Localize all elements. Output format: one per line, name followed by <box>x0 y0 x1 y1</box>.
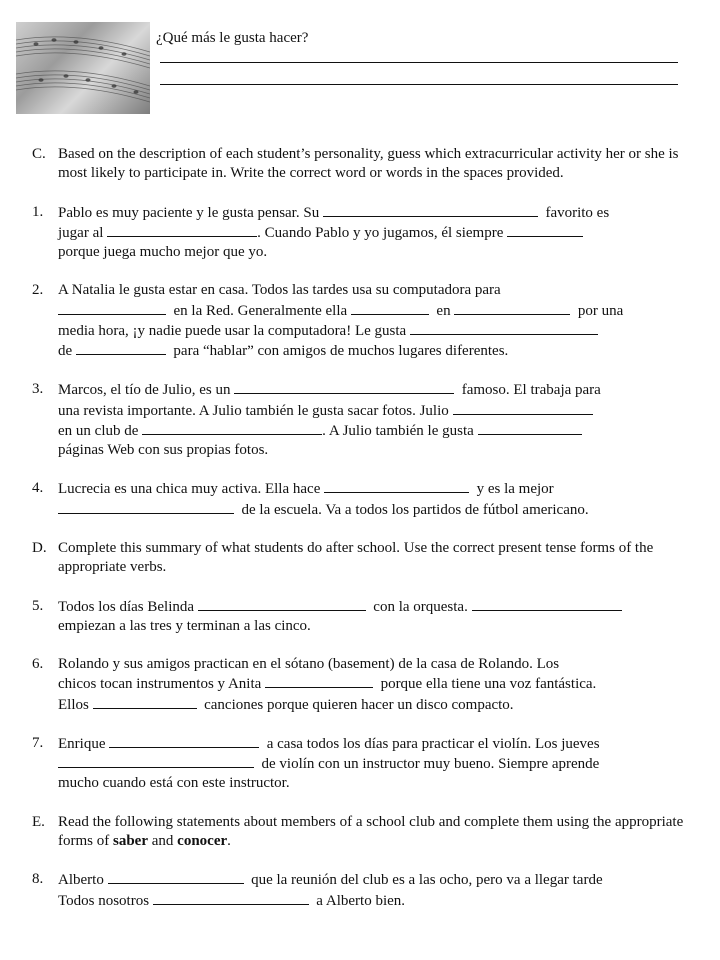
blank[interactable] <box>58 500 234 514</box>
blank[interactable] <box>323 203 538 217</box>
blank[interactable] <box>410 321 598 335</box>
item-5: 5. Todos los días Belinda con la orquesta. empiezan a las tres y terminan a las cinco. <box>32 597 692 636</box>
blank[interactable] <box>472 597 622 611</box>
section-e: E. Read the following statements about members of a school club and complete them using the appropriate forms of saber and conocer. <box>32 813 692 851</box>
blank[interactable] <box>234 380 454 394</box>
blank[interactable] <box>142 421 322 435</box>
item-6: 6. Rolando y sus amigos practican en el sótano (basement) de la casa de Rolando. Los chicos tocan instrumentos y Anita porque ella tiene una voz fantástica. Ellos canciones porque quieren hacer un disco compacto. <box>32 656 597 713</box>
item-1: 1. Pablo es muy paciente y le gusta pensar. Su favorito es jugar al . Cuando Pablo y yo jugamos, él siempre porque juega mucho mejor que yo. <box>32 203 610 260</box>
blank[interactable] <box>108 870 244 884</box>
section-c-instruction: Based on the description of each student’s personality, guess which extracurricular activity her or she is most likely to participate in. Write the correct word or words in the spaces provided. <box>58 146 679 182</box>
section-c: C. Based on the description of each student’s personality, guess which extracurricular activity her or she is most likely to participate in. Write the correct word or words in the spaces provided. <box>32 145 692 183</box>
blank[interactable] <box>93 695 197 709</box>
blank[interactable] <box>351 301 429 315</box>
item-2: 2. A Natalia le gusta estar en casa. Todos las tardes usa su computadora para en la Red. Generalmente ella en por una media hora, ¡y nadie puede usar la computadora! Le gusta de para “hablar” con amigos de muchos lugares diferentes. <box>32 282 624 359</box>
blank[interactable] <box>76 341 166 355</box>
blank[interactable] <box>453 401 593 415</box>
answer-line-2[interactable] <box>160 84 678 85</box>
blank[interactable] <box>478 421 582 435</box>
item-7: 7. Enrique a casa todos los días para practicar el violín. Los jueves de violín con un instructor muy bueno. Siempre aprende mucho cuando está con este instructor. <box>32 734 600 792</box>
blank[interactable] <box>507 223 583 237</box>
item-8: 8. Alberto que la reunión del club es a las ocho, pero va a llegar tarde Todos nosotros a Alberto bien. <box>32 871 603 909</box>
section-d-instruction: Complete this summary of what students do after school. Use the correct present tense forms of the appropriate verbs. <box>58 539 654 576</box>
section-d: D. Complete this summary of what students do after school. Use the correct present tense forms of the appropriate verbs. <box>32 539 692 577</box>
blank[interactable] <box>107 223 257 237</box>
blank[interactable] <box>198 597 366 611</box>
section-e-instruction: Read the following statements about members of a school club and complete them using the appropriate forms of saber and conocer. <box>58 813 684 849</box>
worksheet-content <box>32 145 692 911</box>
blank[interactable] <box>58 754 254 768</box>
header-question: ¿Qué más le gusta hacer? <box>156 30 309 46</box>
blank[interactable] <box>58 301 166 315</box>
blank[interactable] <box>109 734 259 748</box>
item-4: 4. Lucrecia es una chica muy activa. Ella hace y es la mejor de la escuela. Va a todos los partidos de fútbol americano. <box>32 480 589 518</box>
sheet-music-photo <box>16 22 150 114</box>
blank[interactable] <box>324 479 469 493</box>
blank[interactable] <box>265 674 373 688</box>
blank[interactable] <box>454 301 570 315</box>
item-3: 3. Marcos, el tío de Julio, es un famoso. El trabaja para una revista importante. A Julio también le gusta sacar fotos. Julio en un club de . A Julio también le gusta páginas Web con sus propias fotos. <box>32 381 601 458</box>
answer-line-1[interactable] <box>160 62 678 63</box>
blank[interactable] <box>153 891 309 905</box>
